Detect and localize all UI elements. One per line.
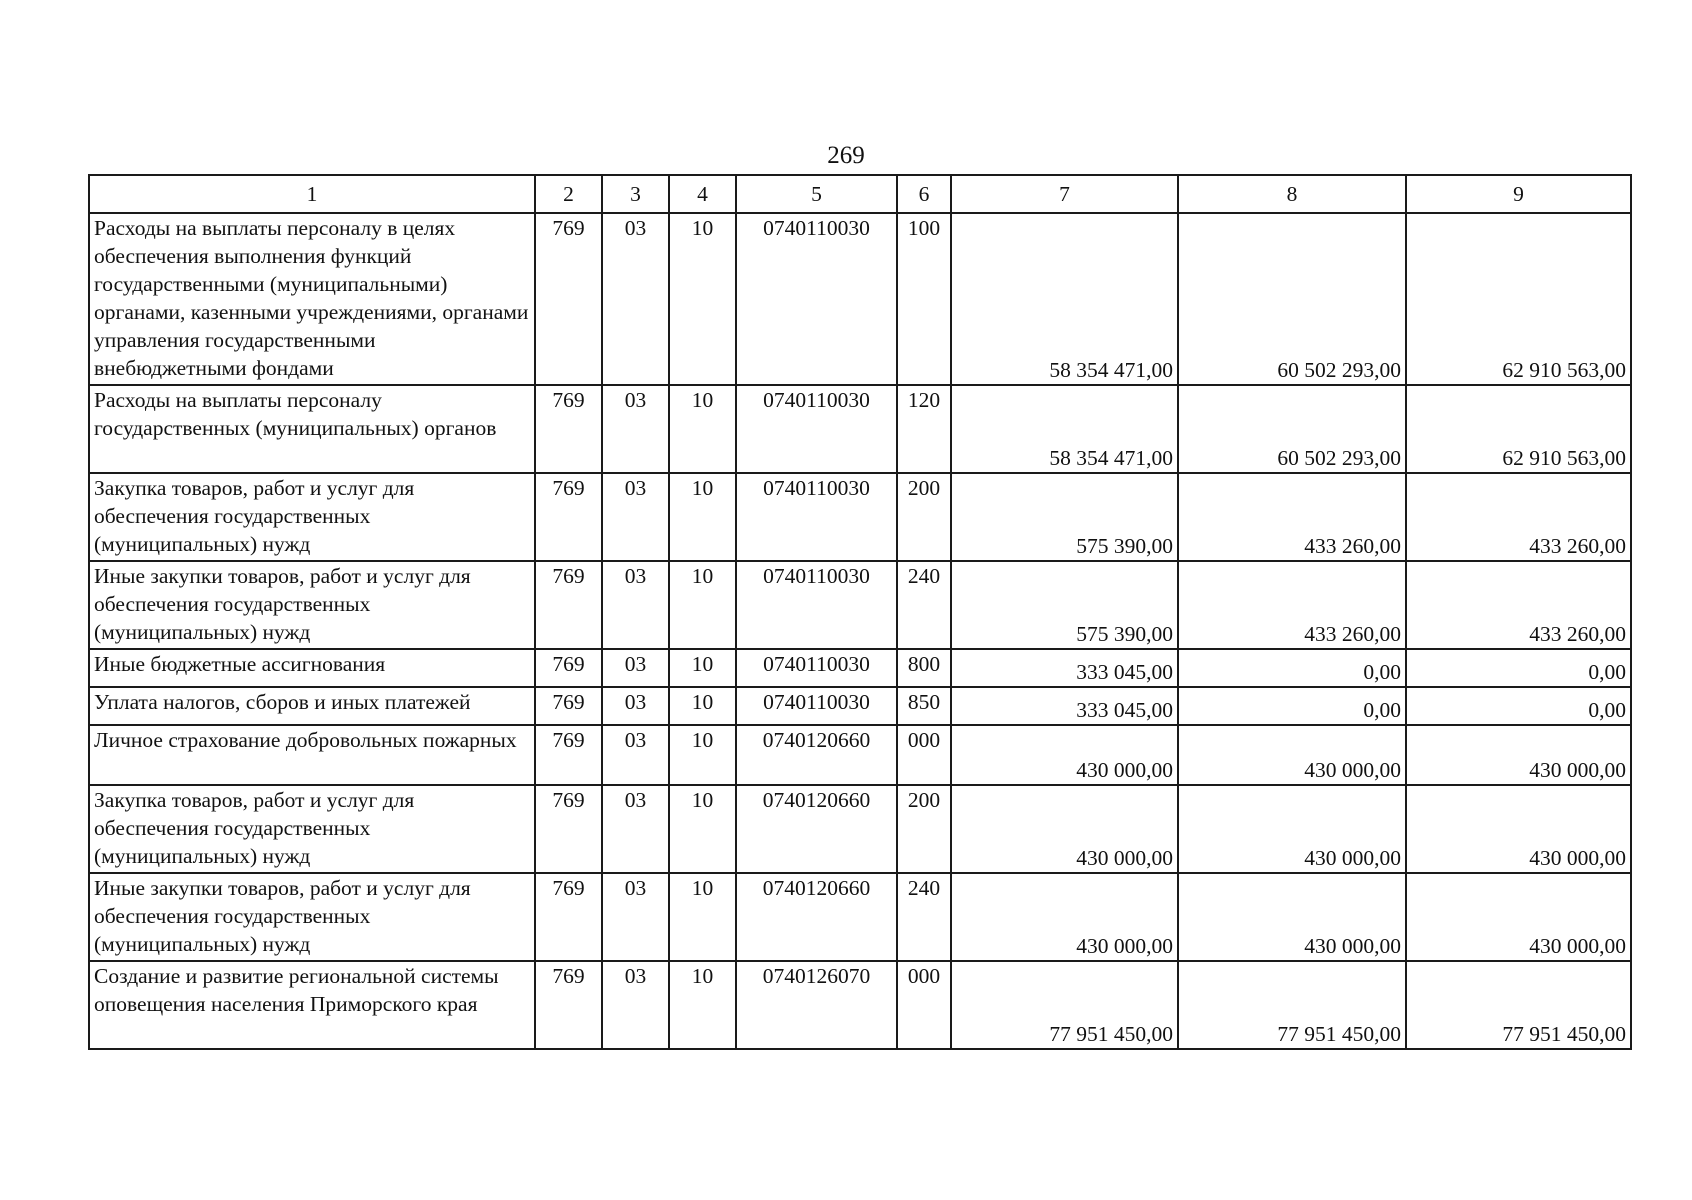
subsection-code: 10 [669,473,736,561]
section-code: 03 [602,725,669,785]
section-code: 03 [602,873,669,961]
amount-col-8: 77 951 450,00 [1178,961,1406,1049]
section-code: 03 [602,687,669,725]
table-row [89,873,1631,961]
admin-code: 769 [535,873,602,961]
table-row [89,725,1631,785]
amount-col-7: 575 390,00 [951,561,1178,649]
amount-col-8: 60 502 293,00 [1178,385,1406,473]
amount-col-7: 333 045,00 [951,687,1178,725]
admin-code: 769 [535,785,602,873]
header-cell: 2 [535,175,602,213]
table-row [89,961,1631,1049]
target-article-code: 0740110030 [736,213,897,385]
row-name: Иные бюджетные ассигнования [89,649,535,687]
admin-code: 769 [535,213,602,385]
target-article-code: 0740110030 [736,649,897,687]
amount-col-7: 430 000,00 [951,873,1178,961]
row-name: Расходы на выплаты персоналу государственных (муниципальных) органов [89,385,535,473]
expense-type-code: 000 [897,725,951,785]
amount-col-7: 430 000,00 [951,785,1178,873]
section-code: 03 [602,473,669,561]
expense-type-code: 240 [897,561,951,649]
table-row [89,473,1631,561]
admin-code: 769 [535,473,602,561]
amount-col-8: 0,00 [1178,687,1406,725]
amount-col-7: 333 045,00 [951,649,1178,687]
section-code: 03 [602,785,669,873]
table-row [89,785,1631,873]
header-cell: 5 [736,175,897,213]
header-cell: 8 [1178,175,1406,213]
amount-col-7: 58 354 471,00 [951,213,1178,385]
amount-col-8: 430 000,00 [1178,785,1406,873]
subsection-code: 10 [669,213,736,385]
subsection-code: 10 [669,873,736,961]
admin-code: 769 [535,649,602,687]
amount-col-9: 62 910 563,00 [1406,385,1631,473]
subsection-code: 10 [669,687,736,725]
expense-type-code: 120 [897,385,951,473]
expense-type-code: 800 [897,649,951,687]
row-name: Расходы на выплаты персоналу в целях обеспечения выполнения функций государственными (муниципальными) органами, казенными учреждениями, органами управления государственными внебюджетными фондами [89,213,535,385]
table-row [89,213,1631,385]
header-cell: 6 [897,175,951,213]
target-article-code: 0740110030 [736,385,897,473]
row-name: Закупка товаров, работ и услуг для обеспечения государственных (муниципальных) нужд [89,473,535,561]
amount-col-9: 62 910 563,00 [1406,213,1631,385]
section-code: 03 [602,649,669,687]
amount-col-9: 433 260,00 [1406,473,1631,561]
amount-col-9: 433 260,00 [1406,561,1631,649]
expense-type-code: 200 [897,785,951,873]
target-article-code: 0740110030 [736,561,897,649]
subsection-code: 10 [669,961,736,1049]
amount-col-7: 58 354 471,00 [951,385,1178,473]
row-name: Иные закупки товаров, работ и услуг для обеспечения государственных (муниципальных) нужд [89,873,535,961]
amount-col-8: 0,00 [1178,649,1406,687]
page-number: 269 [827,142,865,169]
subsection-code: 10 [669,785,736,873]
section-code: 03 [602,213,669,385]
amount-col-9: 0,00 [1406,649,1631,687]
section-code: 03 [602,385,669,473]
budget-table [88,174,1632,1050]
amount-col-9: 430 000,00 [1406,785,1631,873]
table-row [89,561,1631,649]
target-article-code: 0740110030 [736,687,897,725]
expense-type-code: 000 [897,961,951,1049]
section-code: 03 [602,961,669,1049]
target-article-code: 0740126070 [736,961,897,1049]
amount-col-7: 430 000,00 [951,725,1178,785]
expense-type-code: 240 [897,873,951,961]
subsection-code: 10 [669,561,736,649]
header-cell: 4 [669,175,736,213]
target-article-code: 0740120660 [736,873,897,961]
header-cell: 3 [602,175,669,213]
table-body [89,175,1631,1049]
row-name: Уплата налогов, сборов и иных платежей [89,687,535,725]
header-cell: 7 [951,175,1178,213]
section-code: 03 [602,561,669,649]
amount-col-8: 433 260,00 [1178,561,1406,649]
amount-col-7: 77 951 450,00 [951,961,1178,1049]
expense-type-code: 200 [897,473,951,561]
amount-col-8: 433 260,00 [1178,473,1406,561]
admin-code: 769 [535,961,602,1049]
table-row [89,385,1631,473]
target-article-code: 0740120660 [736,785,897,873]
admin-code: 769 [535,687,602,725]
row-name: Закупка товаров, работ и услуг для обеспечения государственных (муниципальных) нужд [89,785,535,873]
header-row [89,175,1631,213]
row-name: Иные закупки товаров, работ и услуг для обеспечения государственных (муниципальных) нужд [89,561,535,649]
amount-col-7: 575 390,00 [951,473,1178,561]
amount-col-9: 430 000,00 [1406,725,1631,785]
header-cell: 9 [1406,175,1631,213]
subsection-code: 10 [669,725,736,785]
row-name: Создание и развитие региональной системы оповещения населения Приморского края [89,961,535,1049]
subsection-code: 10 [669,649,736,687]
amount-col-8: 430 000,00 [1178,873,1406,961]
admin-code: 769 [535,725,602,785]
table-row [89,687,1631,725]
amount-col-9: 77 951 450,00 [1406,961,1631,1049]
amount-col-8: 60 502 293,00 [1178,213,1406,385]
expense-type-code: 850 [897,687,951,725]
admin-code: 769 [535,561,602,649]
header-cell: 1 [89,175,535,213]
subsection-code: 10 [669,385,736,473]
target-article-code: 0740110030 [736,473,897,561]
table-row [89,649,1631,687]
amount-col-9: 430 000,00 [1406,873,1631,961]
target-article-code: 0740120660 [736,725,897,785]
row-name: Личное страхование добровольных пожарных [89,725,535,785]
amount-col-9: 0,00 [1406,687,1631,725]
amount-col-8: 430 000,00 [1178,725,1406,785]
admin-code: 769 [535,385,602,473]
expense-type-code: 100 [897,213,951,385]
